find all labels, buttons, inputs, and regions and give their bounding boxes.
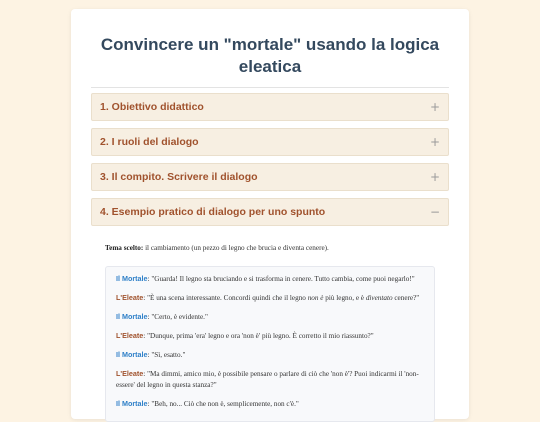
plus-icon: + — [429, 100, 440, 114]
content-card — [71, 9, 469, 419]
topic-label: Tema scelto: — [105, 244, 144, 252]
speaker-eleate: L'Eleate — [116, 331, 144, 340]
speaker-eleate: L'Eleate — [116, 369, 144, 378]
accordion-item-objective[interactable] — [91, 93, 449, 121]
line-emphasis: diventato — [365, 294, 393, 302]
speaker-mortal: Il Mortale — [116, 350, 148, 359]
accordion-label: 3. Il compito. Scrivere il dialogo — [100, 171, 258, 183]
speaker-mortal: Il Mortale — [116, 312, 148, 321]
line-text: più legno, e è — [323, 294, 366, 302]
dialogue-line — [116, 273, 424, 285]
accordion-item-example[interactable] — [91, 198, 449, 226]
title-divider — [91, 87, 449, 88]
line-text: : "Certo, è evidente." — [147, 313, 208, 321]
line-text: : "Beh, no... Ciò che non è, semplicemente, non c'è." — [147, 400, 299, 408]
topic-line — [91, 234, 449, 252]
line-text: : "È una scena interessante. Concordi quindi che il legno — [143, 294, 308, 302]
page-title: Convincere un "mortale" usando la logica eleatica — [100, 35, 440, 76]
speaker-eleate: L'Eleate — [116, 293, 144, 302]
plus-icon: + — [429, 170, 440, 184]
example-panel — [91, 234, 449, 422]
accordion-label: 1. Obiettivo didattico — [100, 101, 204, 113]
line-text: cenere?" — [392, 294, 420, 302]
accordion-label: 2. I ruoli del dialogo — [100, 136, 199, 148]
line-text: : "Guarda! Il legno sta bruciando e si trasforma in cenere. Tutto cambia, come puoi negarlo!" — [147, 275, 415, 283]
accordion-item-task[interactable] — [91, 163, 449, 191]
dialogue-box — [105, 266, 435, 422]
dialogue-line — [116, 398, 424, 410]
minus-icon: − — [429, 205, 440, 219]
dialogue-line — [116, 311, 424, 323]
accordion-label: 4. Esempio pratico di dialogo per uno spunto — [100, 206, 326, 218]
line-emphasis: non è — [307, 294, 324, 302]
topic-text: il cambiamento (un pezzo di legno che brucia e diventa cenere). — [143, 244, 329, 252]
speaker-mortal: Il Mortale — [116, 274, 148, 283]
plus-icon: + — [429, 135, 440, 149]
line-text: : "Dunque, prima 'era' legno e ora 'non è' più legno. È corretto il mio riassunto?" — [143, 332, 374, 340]
speaker-mortal: Il Mortale — [116, 399, 148, 408]
dialogue-line — [116, 292, 424, 304]
dialogue-line — [116, 349, 424, 361]
line-text: : "Ma dimmi, amico mio, è possibile pensare o parlare di ciò che 'non è'? Puoi indicarmi il 'non-essere' del legno in questa stanza?" — [116, 370, 419, 389]
accordion-item-roles[interactable] — [91, 128, 449, 156]
line-text: : "Sì, esatto." — [147, 351, 186, 359]
dialogue-line — [116, 330, 424, 342]
dialogue-line — [116, 368, 424, 391]
